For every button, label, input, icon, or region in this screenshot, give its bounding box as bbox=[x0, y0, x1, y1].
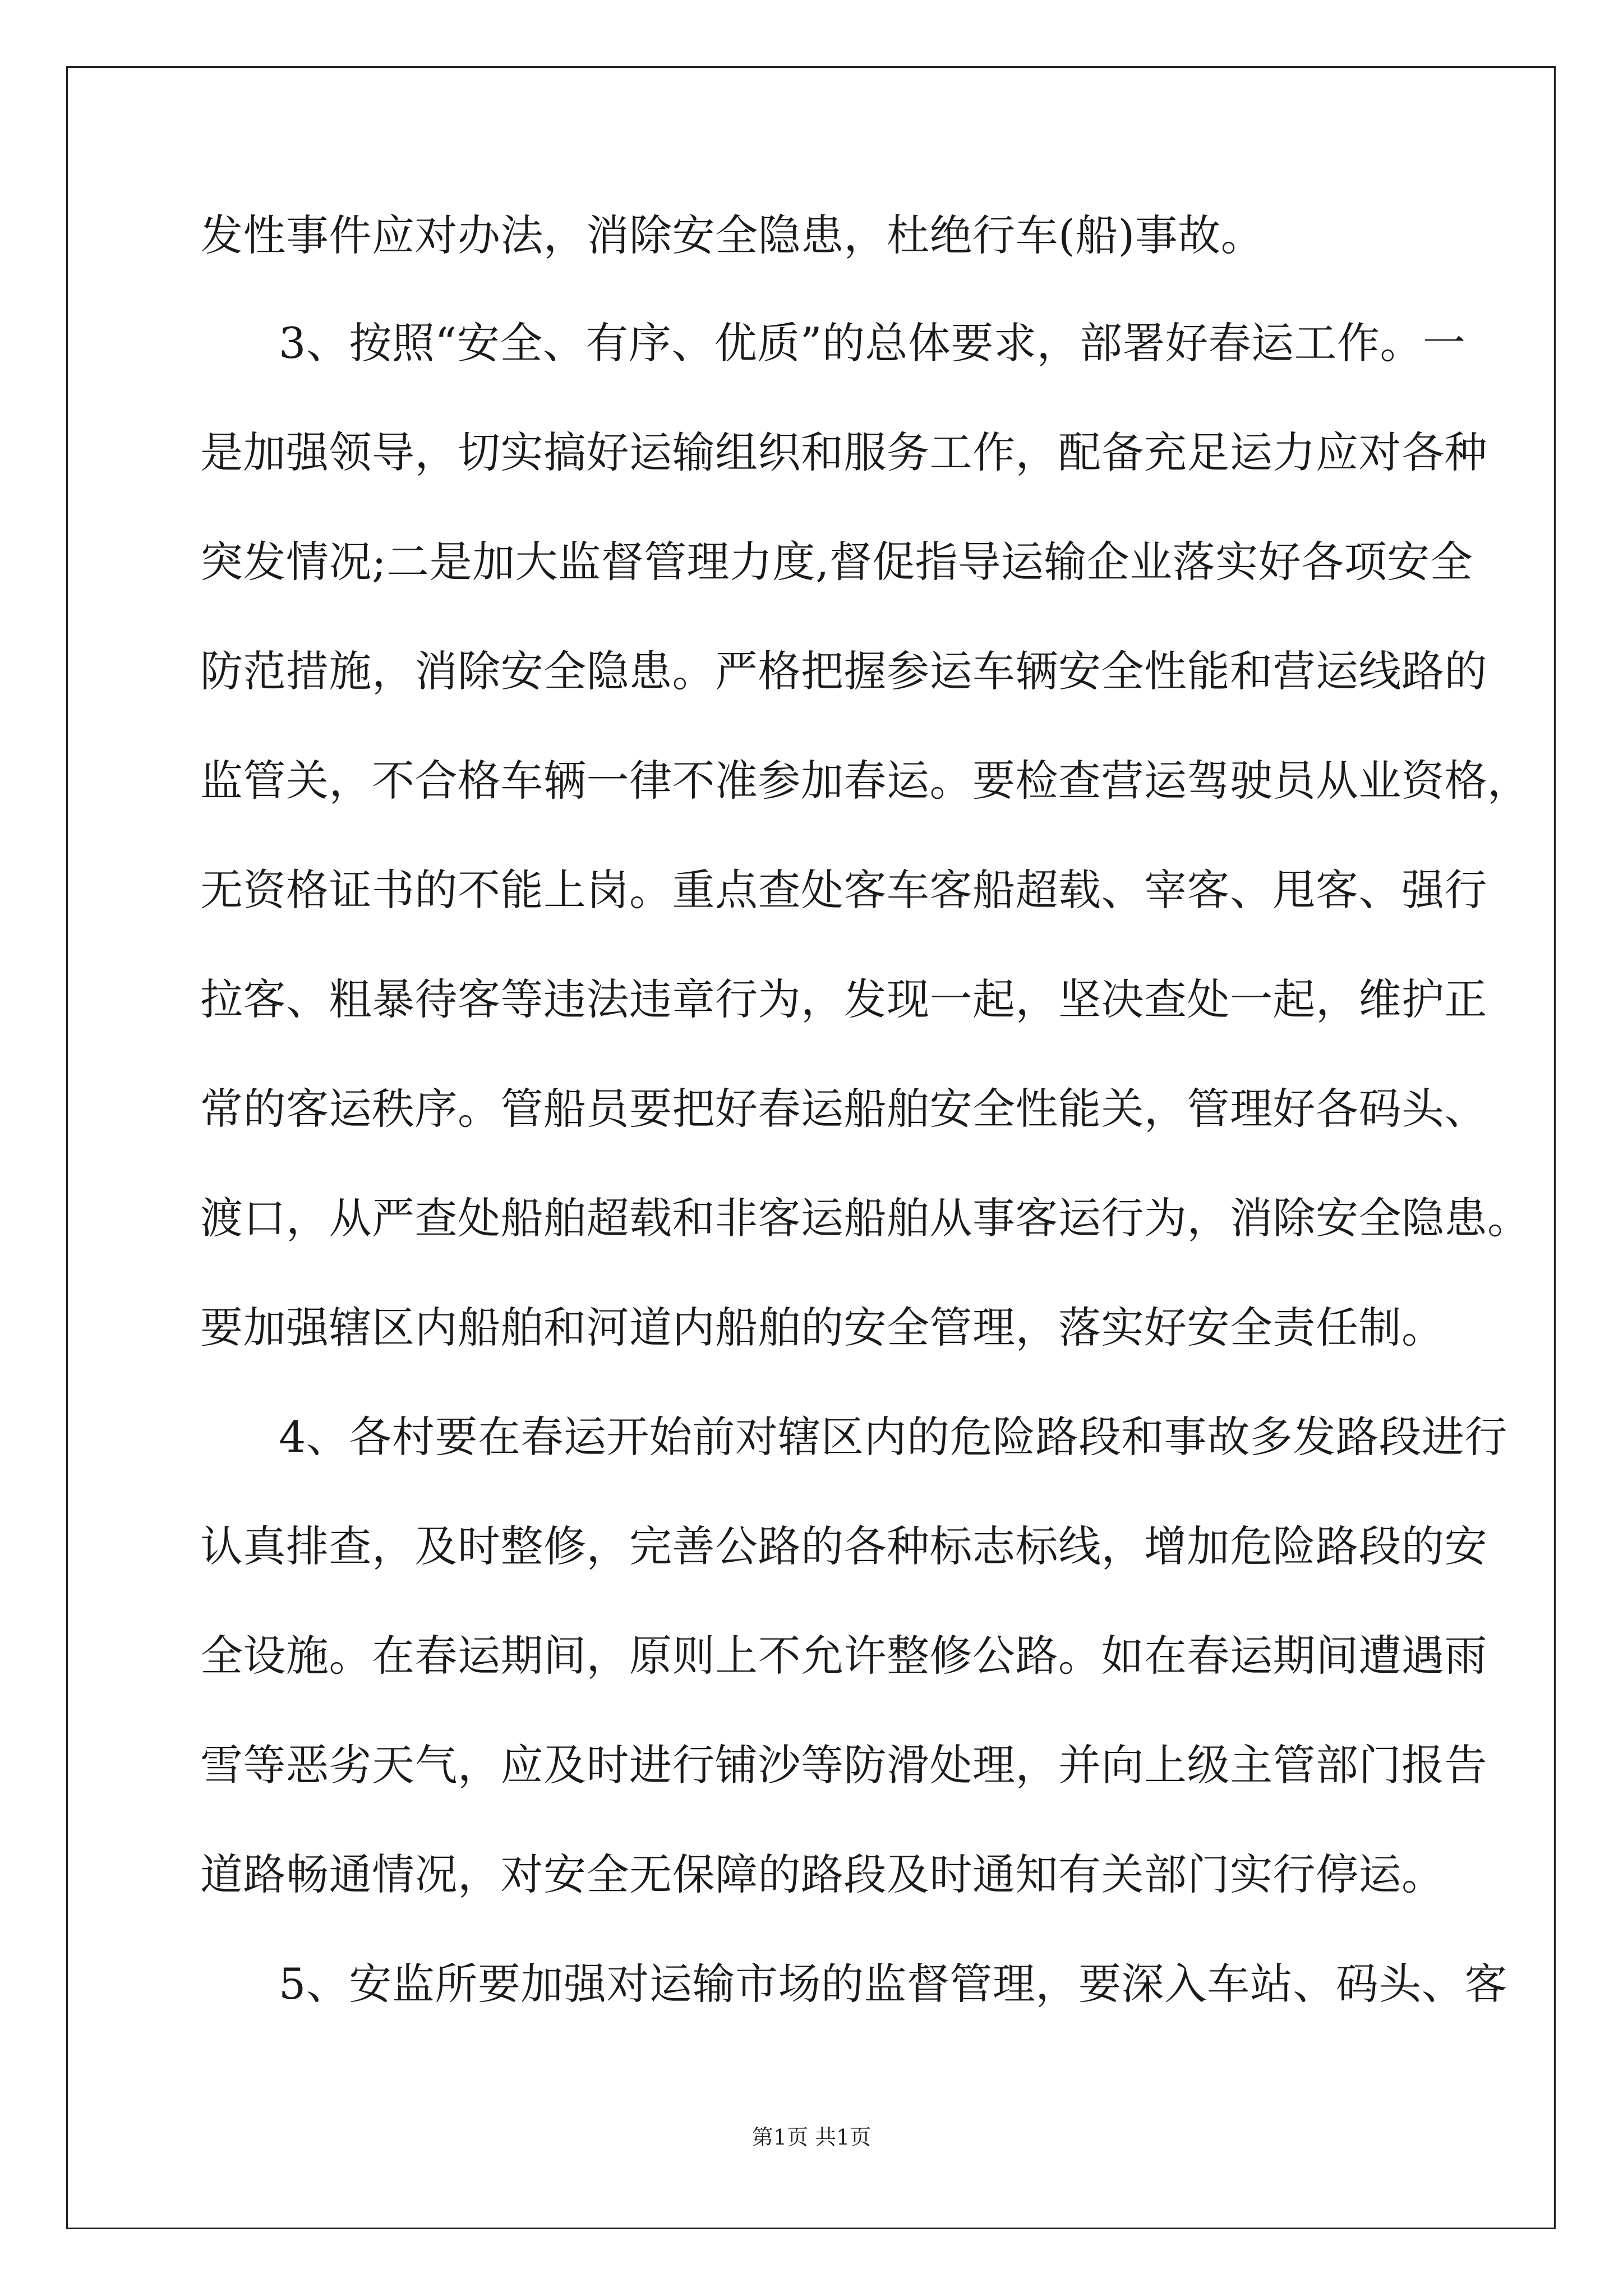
paragraph-4-first-line: 4、各村要在春运开始前对辖区内的危险路段和事故多发路段进行 bbox=[279, 1412, 1507, 1462]
text-line: 渡口，从严查处船舶超载和非客运船舶从事客运行为，消除安全隐患。 bbox=[200, 1193, 1530, 1243]
text-line: 无资格证书的不能上岗。重点查处客车客船超载、宰客、甩客、强行 bbox=[200, 865, 1487, 915]
text-line: 突发情况;二是加大监督管理力度,督促指导运输企业落实好各项安全 bbox=[200, 537, 1473, 587]
text-line: 是加强领导，切实搞好运输组织和服务工作，配备充足运力应对各种 bbox=[200, 427, 1487, 477]
text-line: 认真排查，及时整修，完善公路的各种标志标线，增加危险路段的安 bbox=[200, 1521, 1487, 1571]
text-line: 要加强辖区内船舶和河道内船舶的安全管理，落实好安全责任制。 bbox=[200, 1303, 1445, 1352]
text-line: 监管关，不合格车辆一律不准参加春运。要检查营运驾驶员从业资格， bbox=[200, 756, 1530, 806]
page-footer: 第1页 共1页 bbox=[751, 2125, 872, 2150]
text-line: 常的客运秩序。管船员要把好春运船舶安全性能关，管理好各码头、 bbox=[200, 1084, 1487, 1134]
text-line: 雪等恶劣天气，应及时进行铺沙等防滑处理，并向上级主管部门报告 bbox=[200, 1740, 1487, 1790]
text-line: 发性事件应对办法，消除安全隐患，杜绝行车(船)事故。 bbox=[200, 210, 1264, 260]
text-line: 拉客、粗暴待客等违法违章行为，发现一起，坚决查处一起，维护正 bbox=[200, 974, 1487, 1024]
paragraph-5-first-line: 5、安监所要加强对运输市场的监督管理，要深入车站、码头、客 bbox=[279, 1959, 1507, 2009]
text-line: 防范措施，消除安全隐患。严格把握参运车辆安全性能和营运线路的 bbox=[200, 646, 1487, 696]
text-line: 道路畅通情况，对安全无保障的路段及时通知有关部门实行停运。 bbox=[200, 1849, 1445, 1899]
text-line: 全设施。在春运期间，原则上不允许整修公路。如在春运期间遭遇雨 bbox=[200, 1631, 1487, 1681]
paragraph-3-first-line: 3、按照“安全、有序、优质”的总体要求，部署好春运工作。一 bbox=[279, 318, 1466, 368]
